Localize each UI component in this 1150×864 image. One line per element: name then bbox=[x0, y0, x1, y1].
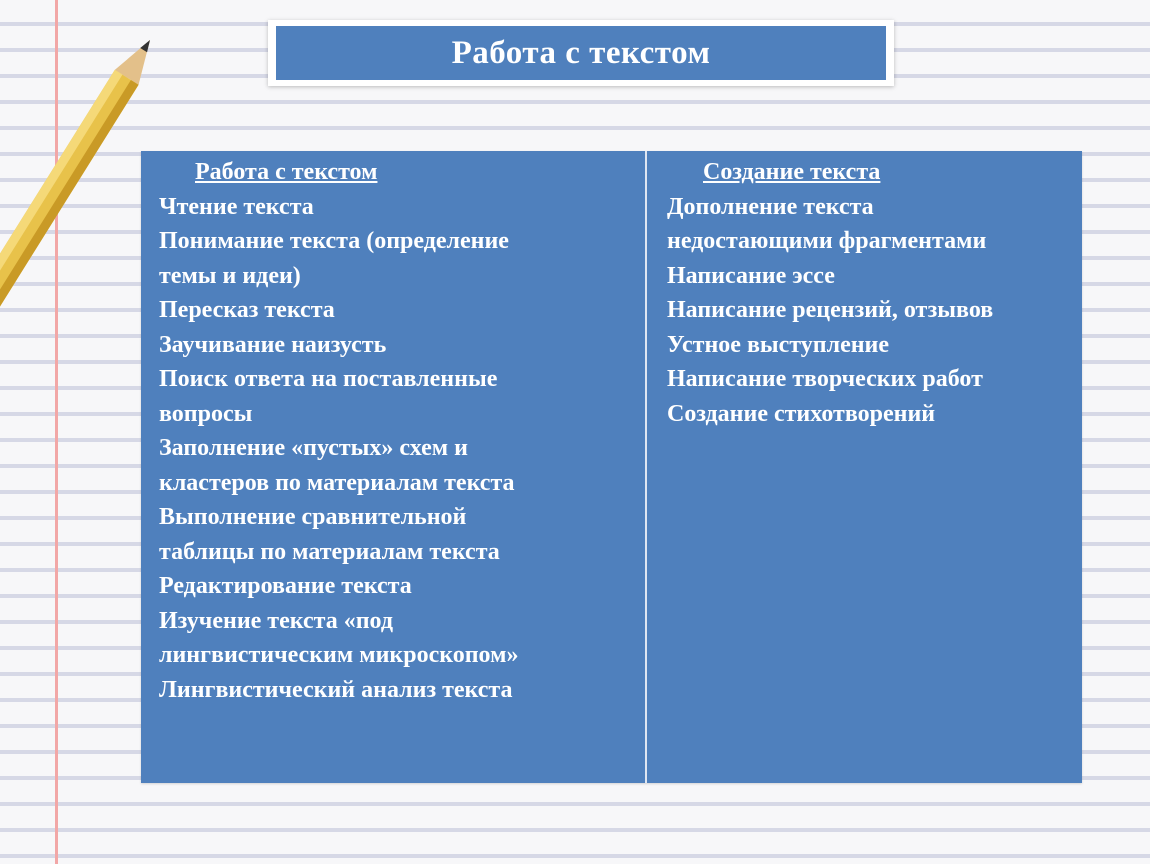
list-item: Лингвистический анализ текста bbox=[159, 676, 513, 703]
list-item: Создание стихотворений bbox=[667, 400, 936, 427]
list-item: Заучивание наизусть bbox=[159, 331, 387, 358]
list-item: Редактирование текста bbox=[159, 573, 412, 599]
list-item: вопросы bbox=[159, 400, 253, 427]
list-item: Написание эссе bbox=[667, 262, 835, 289]
list-item: темы и идеи) bbox=[159, 262, 301, 289]
work-with-text-list bbox=[159, 190, 645, 708]
list-item: Заполнение «пустых» схем и bbox=[159, 435, 468, 461]
content-table bbox=[141, 151, 1082, 783]
column-work-with-text bbox=[141, 151, 647, 783]
slide-title: Работа с текстом bbox=[276, 26, 886, 80]
creating-text-list bbox=[667, 190, 1082, 432]
list-item: Понимание текста (определение bbox=[159, 228, 509, 254]
list-item: Выполнение сравнительной bbox=[159, 504, 467, 530]
list-item: Устное выступление bbox=[667, 331, 890, 358]
list-item: недостающими фрагментами bbox=[667, 228, 987, 254]
list-item: Поиск ответа на поставленные bbox=[159, 366, 498, 392]
title-frame bbox=[268, 20, 894, 86]
list-item: лингвистическим микроскопом» bbox=[159, 642, 519, 668]
list-item: таблицы по материалам текста bbox=[159, 538, 500, 565]
list-item: кластеров по материалам текста bbox=[159, 469, 515, 496]
column-header-creating-text: Создание текста bbox=[703, 159, 881, 185]
list-item: Дополнение текста bbox=[667, 193, 874, 220]
column-creating-text bbox=[647, 151, 1082, 783]
list-item: Написание творческих работ bbox=[667, 366, 983, 392]
list-item: Изучение текста «под bbox=[159, 607, 393, 634]
list-item: Чтение текста bbox=[159, 193, 314, 220]
column-header-work-with-text: Работа с текстом bbox=[195, 159, 378, 185]
list-item: Пересказ текста bbox=[159, 297, 335, 323]
list-item: Написание рецензий, отзывов bbox=[667, 297, 994, 323]
